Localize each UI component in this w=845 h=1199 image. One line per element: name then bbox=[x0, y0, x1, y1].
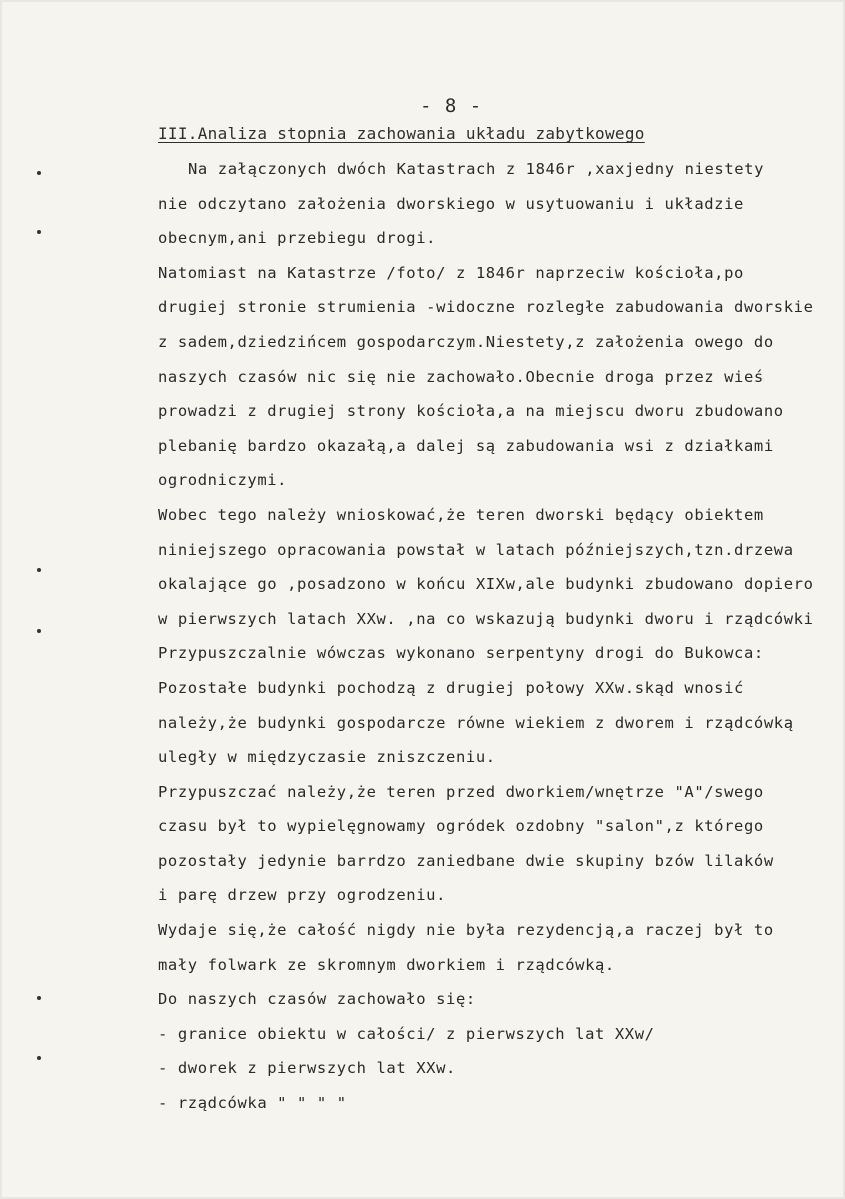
text-line: mały folwark ze skromnym dworkiem i rządcówką. bbox=[158, 955, 615, 974]
text-line: niniejszego opracowania powstał w latach późniejszych,tzn.drzewa bbox=[158, 540, 794, 559]
punch-hole-mark bbox=[37, 230, 41, 234]
text-line: i parę drzew przy ogrodzeniu. bbox=[158, 886, 447, 905]
text-line: naszych czasów nic się nie zachowało.Obecnie droga przez wieś bbox=[158, 367, 764, 386]
text-line: Wobec tego należy wnioskować,że teren dworski będący obiektem bbox=[158, 505, 764, 524]
text-line: - granice obiektu w całości/ z pierwszych lat XXw/ bbox=[158, 1024, 655, 1043]
text-line: - dworek z pierwszych lat XXw. bbox=[158, 1059, 456, 1078]
punch-hole-mark bbox=[37, 1056, 41, 1060]
punch-hole-mark bbox=[37, 568, 41, 572]
text-line: okalające go ,posadzono w końcu XIXw,ale budynki zbudowano dopiero bbox=[158, 575, 814, 594]
punch-hole-mark bbox=[37, 996, 41, 1000]
text-line: Na załączonych dwóch Katastrach z 1846r ,xaxjedny niestety bbox=[188, 160, 765, 178]
punch-hole-mark bbox=[37, 171, 41, 175]
text-line: drugiej stronie strumienia -widoczne rozległe zabudowania dworskie bbox=[158, 298, 814, 317]
text-line: Przypuszczalnie wówczas wykonano serpentyny drogi do Bukowca: bbox=[158, 644, 764, 663]
text-line: należy,że budynki gospodarcze równe wiekiem z dworem i rządcówką bbox=[158, 713, 794, 732]
text-line: nie odczytano założenia dworskiego w usytuowaniu i układzie bbox=[158, 194, 744, 213]
text-line: pozostały jedynie barrdzo zaniedbane dwie skupiny bzów lilaków bbox=[158, 851, 774, 870]
text-line: uległy w międzyczasie zniszczeniu. bbox=[158, 748, 496, 767]
text-line: obecnym,ani przebiegu drogi. bbox=[158, 229, 437, 248]
text-line: Przypuszczać należy,że teren przed dworkiem/wnętrze "A"/swego bbox=[158, 782, 764, 801]
body-text bbox=[158, 156, 845, 1125]
text-line: Do naszych czasów zachowało się: bbox=[158, 990, 476, 1009]
page-number: - 8 - bbox=[420, 95, 483, 117]
text-line: - rządcówka " " " " bbox=[158, 1094, 347, 1113]
text-line: Natomiast na Katastrze /foto/ z 1846r naprzeciw kościoła,po bbox=[158, 263, 744, 282]
text-line: prowadzi z drugiej strony kościoła,a na miejscu dworu zbudowano bbox=[158, 402, 784, 421]
text-line: czasu był to wypielęgnowamy ogródek ozdobny "salon",z którego bbox=[158, 817, 764, 836]
punch-hole-mark bbox=[37, 629, 41, 633]
text-line: z sadem,dziedzińcem gospodarczym.Niestety,z założenia owego do bbox=[158, 332, 774, 351]
text-line: w pierwszych latach XXw. ,na co wskazują budynki dworu i rządcówki bbox=[158, 609, 814, 628]
text-line: Pozostałe budynki pochodzą z drugiej połowy XXw.skąd wnosić bbox=[158, 678, 744, 697]
text-line: plebanię bardzo okazałą,a dalej są zabudowania wsi z działkami bbox=[158, 436, 774, 455]
section-heading: III.Analiza stopnia zachowania układu zabytkowego bbox=[158, 124, 645, 143]
text-line: Wydaje się,że całość nigdy nie była rezydencją,a raczej był to bbox=[158, 921, 774, 940]
text-line: ogrodniczymi. bbox=[158, 471, 288, 490]
